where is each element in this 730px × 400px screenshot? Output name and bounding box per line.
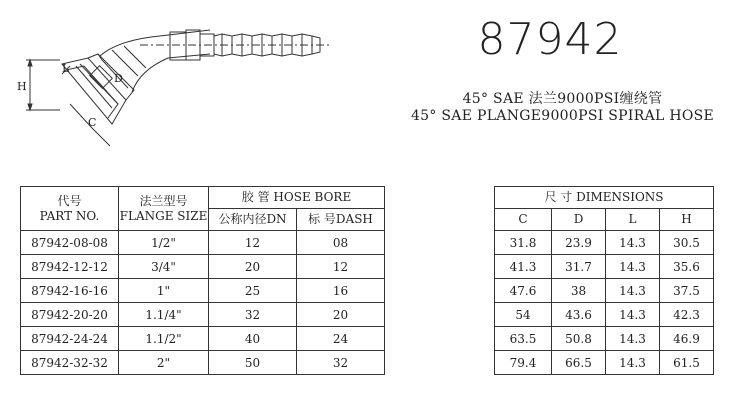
cell-dn: 32 xyxy=(209,303,297,327)
flange-body xyxy=(62,54,134,124)
header-dimensions: 尺 寸 DIMENSIONS xyxy=(495,187,714,209)
cell-c: 63.5 xyxy=(495,327,552,351)
table-gap-column xyxy=(385,187,495,375)
cell-l: 14.3 xyxy=(606,255,660,279)
cell-dash: 20 xyxy=(297,303,385,327)
cell-h: 37.5 xyxy=(660,279,714,303)
cell-c: 47.6 xyxy=(495,279,552,303)
cell-dn: 40 xyxy=(209,327,297,351)
cell-dash: 24 xyxy=(297,327,385,351)
cell-d: 23.9 xyxy=(552,231,606,255)
cell-flange: 1" xyxy=(119,279,209,303)
cell-h: 30.5 xyxy=(660,231,714,255)
title-chinese: 45° SAE 法兰9000PSI缠绕管 xyxy=(462,91,663,107)
header-part-no-cn: 代号 xyxy=(57,193,82,208)
cell-dn: 20 xyxy=(209,255,297,279)
cell-flange: 1/2" xyxy=(119,231,209,255)
cell-c: 31.8 xyxy=(495,231,552,255)
spec-table xyxy=(20,186,714,375)
cell-part: 87942-16-16 xyxy=(21,279,119,303)
cell-flange: 3/4" xyxy=(119,255,209,279)
elbow-bend xyxy=(100,36,168,92)
header-part-no xyxy=(21,187,119,231)
table-row xyxy=(21,279,714,303)
label-d: D xyxy=(114,72,123,85)
cell-h: 35.6 xyxy=(660,255,714,279)
cell-d: 38 xyxy=(552,279,606,303)
header-part-no-en: PART NO. xyxy=(39,208,100,223)
header-h: H xyxy=(660,209,714,231)
cell-c: 41.3 xyxy=(495,255,552,279)
label-l: L xyxy=(62,62,70,75)
cell-dash: 32 xyxy=(297,351,385,375)
c-dimension-line xyxy=(92,128,110,146)
cell-dash: 12 xyxy=(297,255,385,279)
cell-d: 50.8 xyxy=(552,327,606,351)
cell-c: 79.4 xyxy=(495,351,552,375)
header-flange-en: FLANGE SIZE xyxy=(119,208,208,223)
header-c: C xyxy=(495,209,552,231)
header-dn: 公称内径DN xyxy=(209,209,297,231)
header-d: D xyxy=(552,209,606,231)
label-h: H xyxy=(17,80,27,93)
header-dash: 标 号DASH xyxy=(297,209,385,231)
cell-dash: 16 xyxy=(297,279,385,303)
cell-part: 87942-32-32 xyxy=(21,351,119,375)
cell-l: 14.3 xyxy=(606,279,660,303)
cell-l: 14.3 xyxy=(606,327,660,351)
cell-d: 43.6 xyxy=(552,303,606,327)
cell-part: 87942-20-20 xyxy=(21,303,119,327)
cell-h: 42.3 xyxy=(660,303,714,327)
cell-part: 87942-24-24 xyxy=(21,327,119,351)
cell-dash: 08 xyxy=(297,231,385,255)
cell-c: 54 xyxy=(495,303,552,327)
cell-dn: 25 xyxy=(209,279,297,303)
cell-l: 14.3 xyxy=(606,351,660,375)
header-flange-cn: 法兰型号 xyxy=(139,193,188,208)
table-row xyxy=(21,351,714,375)
label-c: C xyxy=(88,116,97,129)
title-english: 45° SAE PLANGE9000PSI SPIRAL HOSE xyxy=(410,108,715,124)
header-l: L xyxy=(606,209,660,231)
table-row xyxy=(21,327,714,351)
cell-dn: 50 xyxy=(209,351,297,375)
table-row xyxy=(21,303,714,327)
cell-l: 14.3 xyxy=(606,231,660,255)
cell-part: 87942-12-12 xyxy=(21,255,119,279)
cell-h: 46.9 xyxy=(660,327,714,351)
cell-h: 61.5 xyxy=(660,351,714,375)
cell-flange: 2" xyxy=(119,351,209,375)
table-row xyxy=(21,231,714,255)
cell-d: 66.5 xyxy=(552,351,606,375)
cell-l: 14.3 xyxy=(606,303,660,327)
cell-dn: 12 xyxy=(209,231,297,255)
table-header-row-1 xyxy=(21,187,714,209)
cell-flange: 1.1/4" xyxy=(119,303,209,327)
fitting-drawing xyxy=(0,0,360,180)
header-flange-size xyxy=(119,187,209,231)
cell-part: 87942-08-08 xyxy=(21,231,119,255)
part-number-heading: 87942 xyxy=(477,14,623,65)
table-row xyxy=(21,255,714,279)
header-hose-bore: 胶 管 HOSE BORE xyxy=(209,187,385,209)
cell-flange: 1.1/2" xyxy=(119,327,209,351)
cell-d: 31.7 xyxy=(552,255,606,279)
